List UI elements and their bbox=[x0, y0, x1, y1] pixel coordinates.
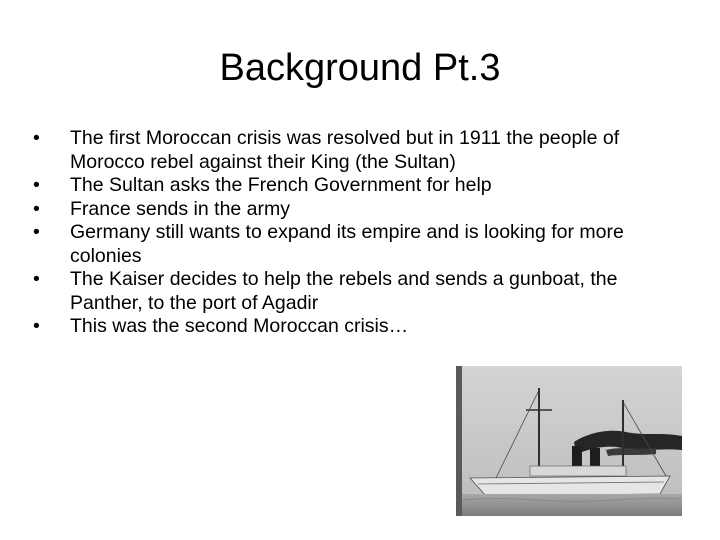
bullet-item bbox=[33, 198, 683, 222]
hull bbox=[470, 476, 670, 496]
bullet-list bbox=[33, 127, 683, 339]
bullet-text: France sends in the army bbox=[70, 197, 291, 220]
bullet-text: The Sultan asks the French Government for help bbox=[70, 174, 492, 196]
superstructure bbox=[530, 466, 626, 476]
bullet-item bbox=[33, 268, 683, 315]
gunboat-illustration bbox=[456, 366, 682, 516]
bullet-marker: • bbox=[33, 127, 40, 149]
bullet-item bbox=[33, 127, 683, 174]
bullet-item bbox=[33, 315, 683, 339]
bullet-item bbox=[33, 174, 683, 198]
bullet-marker: • bbox=[33, 315, 40, 337]
fore-mast bbox=[538, 388, 540, 466]
bullet-marker: • bbox=[33, 268, 40, 290]
bullet-text: The first Moroccan crisis was resolved but in 1911 the people of Morocco rebel against their King (the Sultan) bbox=[70, 127, 620, 173]
bullet-text: The Kaiser decides to help the rebels and sends a gunboat, the Panther, to the port of Agadir bbox=[70, 268, 618, 314]
bullet-text: Germany still wants to expand its empire and is looking for more colonies bbox=[70, 221, 624, 267]
bullet-item bbox=[33, 221, 683, 268]
gunboat-photo bbox=[456, 366, 682, 516]
bullet-marker: • bbox=[33, 197, 40, 220]
slide-title: Background Pt.3 bbox=[219, 47, 501, 89]
sea bbox=[462, 494, 682, 516]
bullet-marker: • bbox=[33, 174, 40, 196]
main-mast bbox=[622, 400, 624, 466]
photo-edge bbox=[456, 366, 462, 516]
bullet-marker: • bbox=[33, 221, 40, 243]
bullet-text: This was the second Moroccan crisis… bbox=[70, 315, 409, 337]
